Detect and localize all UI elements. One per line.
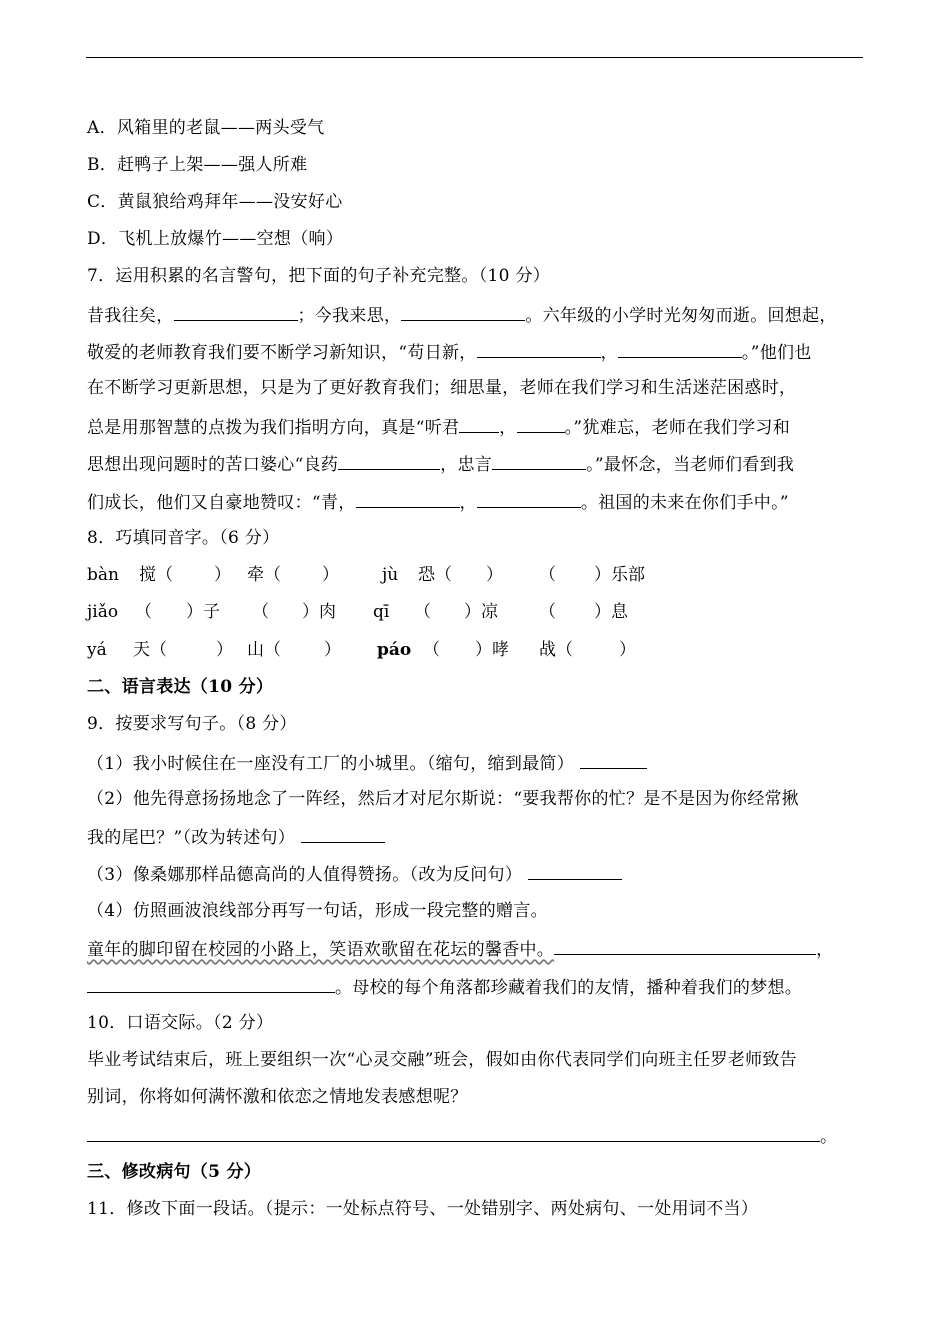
q8-text: ） [619, 640, 636, 660]
answer-blank[interactable] [356, 491, 460, 508]
q9-item-4: （4）仿照画波浪线部分再写一句话，形成一段完整的赠言。 [87, 901, 548, 921]
q9-text: 我的尾巴？”（改为转述句） [87, 828, 296, 848]
header-rule [86, 57, 863, 58]
q8-text: ） [486, 565, 503, 585]
q7-text: 昔我往矣， [87, 306, 174, 326]
q8-text: （ [539, 565, 556, 585]
section-2-title: 二、语言表达（10 分） [87, 677, 274, 697]
q7-text: 总是用那智慧的点拨为我们指明方向，真是“听君 [87, 418, 460, 438]
q9-text: 。母校的每个角落都珍藏着我们的友情，播种着我们的梦想。 [335, 978, 803, 998]
q8-text: ） [214, 565, 231, 585]
q8-text: （ [414, 602, 431, 622]
q8-text: 牵（ [247, 565, 281, 585]
q8-text: ）肉 [302, 602, 336, 622]
q8-text: 天（ [133, 640, 167, 660]
q8-text: （ [252, 602, 269, 622]
answer-blank[interactable] [338, 453, 440, 470]
q7-text: 们成长，他们又自豪地赞叹：“青， [87, 493, 356, 513]
q8-text: ） [322, 565, 339, 585]
answer-blank[interactable] [401, 304, 525, 321]
q7-text: 。”最怀念，当老师们看到我 [586, 455, 795, 475]
question-8-title: 8．巧填同音字。（6 分） [87, 528, 280, 548]
q7-text: 。六年级的小学时光匆匆而逝。回想起， [525, 306, 837, 326]
question-9-title: 9．按要求写句子。（8 分） [87, 714, 297, 734]
q9-item-2b [87, 826, 385, 848]
q9-item-1 [87, 752, 647, 774]
pinyin: qī [373, 602, 390, 622]
question-7-title: 7．运用积累的名言警句，把下面的句子补充完整。（10 分） [87, 266, 551, 286]
q10-line-1: 毕业考试结束后，班上要组织一次“心灵交融”班会，假如由你代表同学们向班主任罗老师致告 [87, 1050, 797, 1070]
answer-blank[interactable] [477, 341, 601, 358]
q7-text: ， [459, 493, 477, 513]
q7-text: ， [600, 343, 618, 363]
q7-text: 思想出现问题时的苦口婆心“良药 [87, 455, 339, 475]
q9-text: ， [816, 940, 834, 960]
option-a: A．风箱里的老鼠——两头受气 [87, 118, 325, 138]
option-d: D．飞机上放爆竹——空想（响） [87, 229, 344, 249]
q7-text: ，忠言 [440, 455, 493, 475]
q8-text: ）哮 [475, 640, 509, 660]
q10-line-2: 别词，你将如何满怀激和依恋之情地发表感想呢？ [87, 1087, 468, 1107]
q8-text: （ [539, 602, 556, 622]
answer-blank[interactable] [580, 752, 647, 769]
pinyin: jiǎo [87, 602, 119, 622]
q7-line-6 [87, 491, 789, 513]
q9-item-4-sample [87, 938, 833, 960]
answer-blank[interactable] [459, 416, 499, 433]
answer-blank[interactable] [477, 491, 581, 508]
answer-blank[interactable] [301, 826, 385, 843]
pinyin: yá [87, 640, 107, 660]
wavy-sentence: 童年的脚印留在校园的小路上，笑语欢歌留在花坛的馨香中。 [87, 940, 555, 960]
q9-text: （3）像桑娜那样品德高尚的人值得赞扬。（改为反问句） [87, 865, 523, 885]
answer-blank[interactable] [87, 976, 335, 993]
q7-line-1 [87, 304, 837, 326]
q8-text: ）乐部 [594, 565, 645, 585]
q7-line-4 [87, 416, 790, 438]
q8-text: 山（ [247, 640, 281, 660]
option-c: C．黄鼠狼给鸡拜年——没安好心 [87, 192, 343, 212]
q7-line-2 [87, 341, 812, 363]
pinyin: páo [377, 640, 412, 660]
q7-line-5 [87, 453, 794, 475]
q8-text: ）息 [594, 602, 628, 622]
q7-text: 。祖国的未来在你们手中。” [580, 493, 789, 513]
q7-line-3: 在不断学习更新思想，只是为了更好教育我们；细思量，老师在我们学习和生活迷茫困惑时， [87, 378, 797, 398]
section-3-title: 三、修改病句（5 分） [87, 1162, 262, 1182]
option-b: B．赶鸭子上架——强人所难 [87, 155, 308, 175]
answer-blank[interactable] [87, 1125, 820, 1142]
answer-blank[interactable] [517, 416, 565, 433]
q8-text: 恐（ [418, 565, 452, 585]
answer-blank[interactable] [554, 938, 816, 955]
q8-text: （ [135, 602, 152, 622]
q8-text: （ [423, 640, 440, 660]
answer-blank[interactable] [492, 453, 586, 470]
question-10-title: 10．口语交际。（2 分） [87, 1013, 274, 1033]
q9-item-4-cont [87, 976, 802, 998]
q8-text: ） [216, 640, 233, 660]
question-11-title: 11．修改下面一段话。（提示：一处标点符号、一处错别字、两处病句、一处用词不当） [87, 1199, 759, 1219]
q7-text: ；今我来思， [297, 306, 402, 326]
pinyin: bàn [87, 565, 119, 585]
q8-text: ） [324, 640, 341, 660]
q8-text: 搅（ [139, 565, 173, 585]
answer-blank[interactable] [174, 304, 298, 321]
answer-blank[interactable] [528, 863, 622, 880]
q10-text: 。 [820, 1127, 838, 1147]
q7-text: 。”犹难忘，老师在我们学习和 [564, 418, 790, 438]
q9-text: （1）我小时候住在一座没有工厂的小城里。（缩句，缩到最简） [87, 754, 575, 774]
q7-text: 。”他们也 [741, 343, 812, 363]
q7-text: 敬爱的老师教育我们要不断学习新知识，“苟日新， [87, 343, 477, 363]
q8-text: 战（ [539, 640, 573, 660]
q9-item-2a: （2）他先得意扬扬地念了一阵经，然后才对尼尔斯说：“要我帮你的忙？是不是因为你经常揪 [87, 789, 800, 809]
answer-blank[interactable] [618, 341, 742, 358]
q7-text: ， [499, 418, 517, 438]
q10-answer [87, 1125, 837, 1147]
pinyin: jù [382, 565, 399, 585]
q8-text: ）子 [186, 602, 220, 622]
q8-text: ）凉 [464, 602, 498, 622]
q9-item-3 [87, 863, 622, 885]
